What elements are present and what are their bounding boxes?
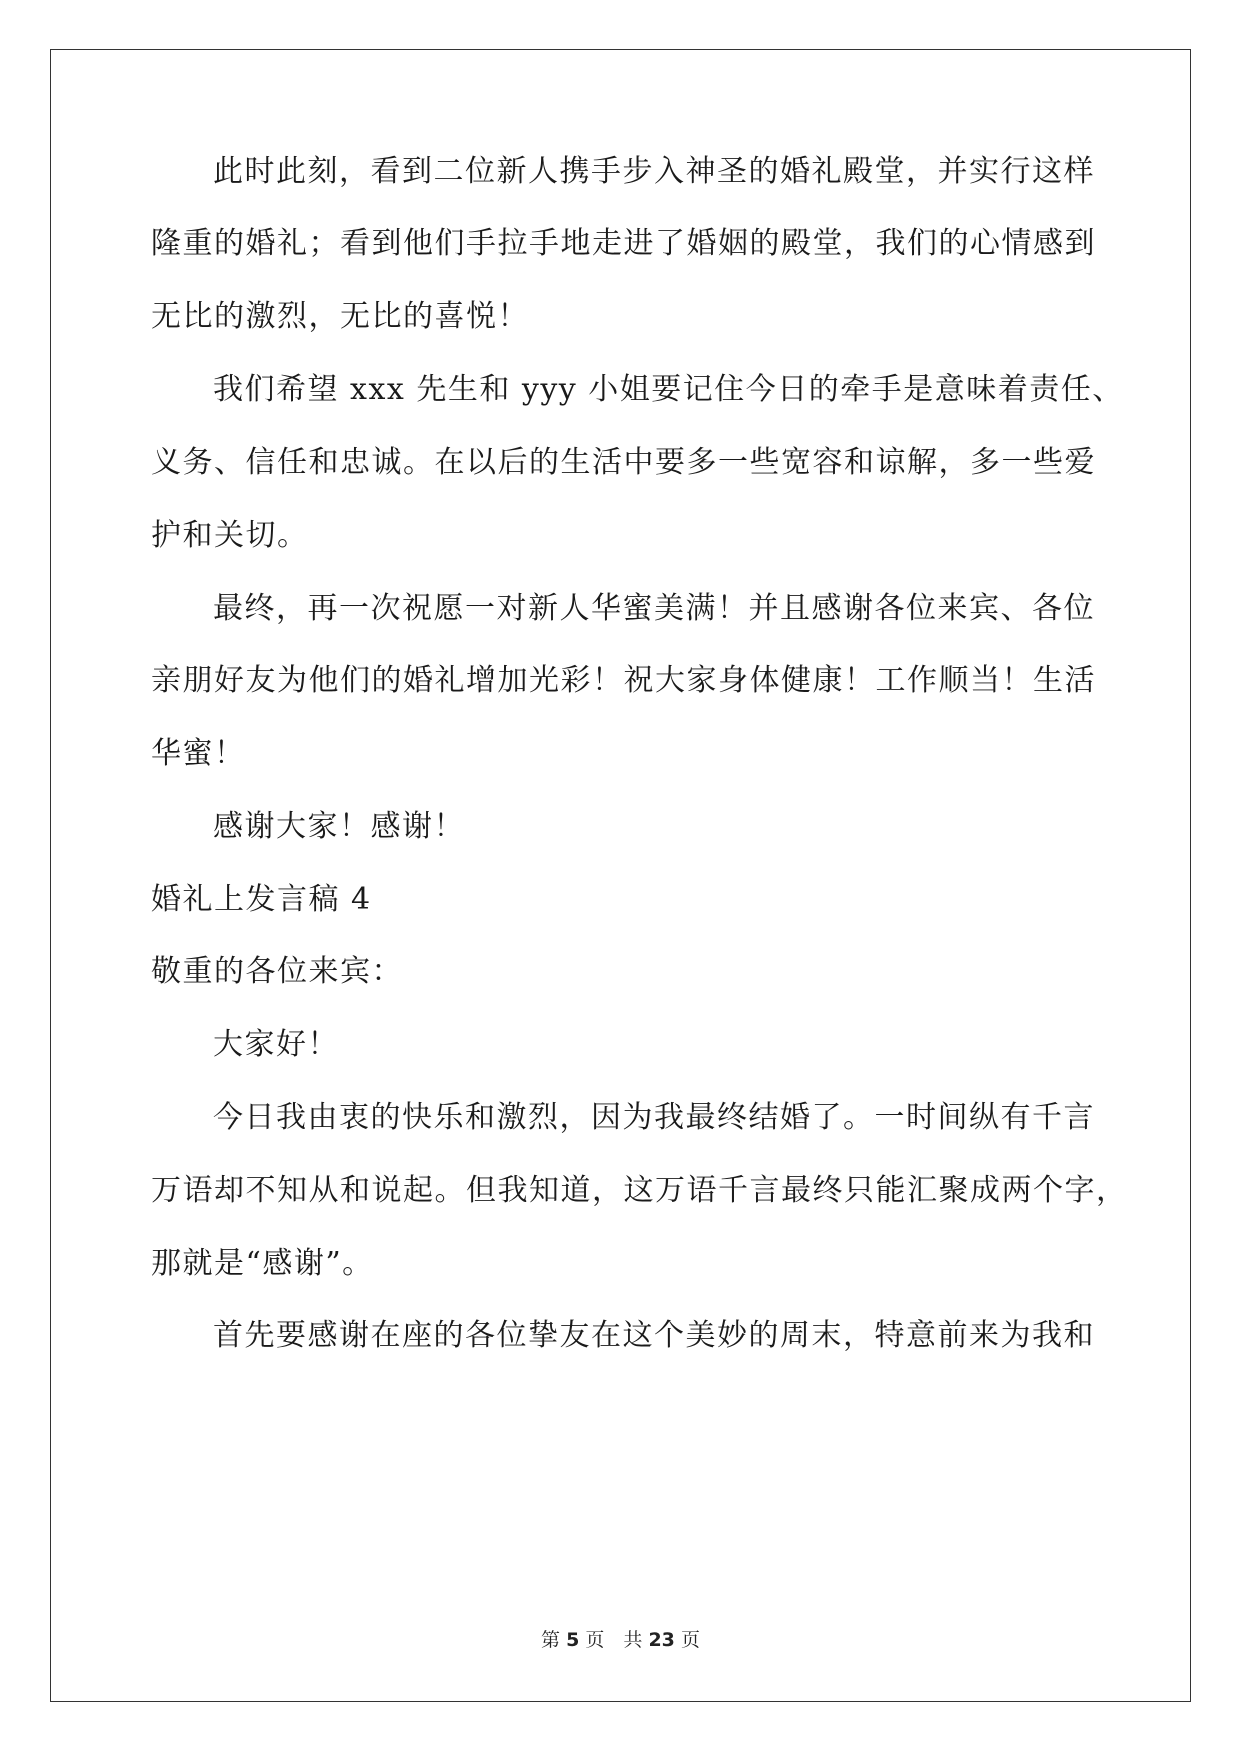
paragraph-line: 此时此刻，看到二位新人携手步入神圣的婚礼殿堂，并实行这样 — [213, 154, 1095, 189]
paragraph-line: 华蜜！ — [151, 736, 246, 771]
paragraph-line: 那就是“感谢”。 — [151, 1246, 374, 1281]
page-footer — [0, 1628, 1241, 1652]
paragraph-line: 隆重的婚礼；看到他们手拉手地走进了婚姻的殿堂，我们的心情感到 — [151, 226, 1096, 261]
salutation: 敬重的各位来宾： — [151, 954, 403, 989]
paragraph-line: 万语却不知从和说起。但我知道，这万语千言最终只能汇聚成两个字， — [151, 1173, 1128, 1208]
current-page-number: 5 — [566, 1629, 580, 1651]
footer-prefix: 第 — [541, 1629, 561, 1651]
section-heading: 婚礼上发言稿 4 — [151, 882, 372, 917]
paragraph-line: 感谢大家！感谢！ — [213, 809, 465, 844]
paragraph-line: 最终，再一次祝愿一对新人华蜜美满！并且感谢各位来宾、各位 — [213, 591, 1095, 626]
paragraph-line: 今日我由衷的快乐和激烈，因为我最终结婚了。一时间纵有千言 — [213, 1100, 1095, 1135]
paragraph-line: 无比的激烈，无比的喜悦！ — [151, 299, 529, 334]
paragraph-line: 护和关切。 — [151, 518, 309, 553]
paragraph-line: 大家好！ — [213, 1027, 339, 1062]
paragraph-line: 义务、信任和忠诚。在以后的生活中要多一些宽容和谅解，多一些爱 — [151, 445, 1096, 480]
total-page-count: 23 — [648, 1629, 675, 1651]
paragraph-line: 我们希望 xxx 先生和 yyy 小姐要记住今日的牵手是意味着责任、 — [213, 372, 1124, 407]
paragraph-line: 首先要感谢在座的各位挚友在这个美妙的周末，特意前来为我和 — [213, 1318, 1095, 1353]
paragraph-line: 亲朋好友为他们的婚礼增加光彩！祝大家身体健康！工作顺当！生活 — [151, 663, 1096, 698]
footer-suffix: 页 — [680, 1629, 700, 1651]
footer-middle: 页 共 — [585, 1629, 643, 1651]
